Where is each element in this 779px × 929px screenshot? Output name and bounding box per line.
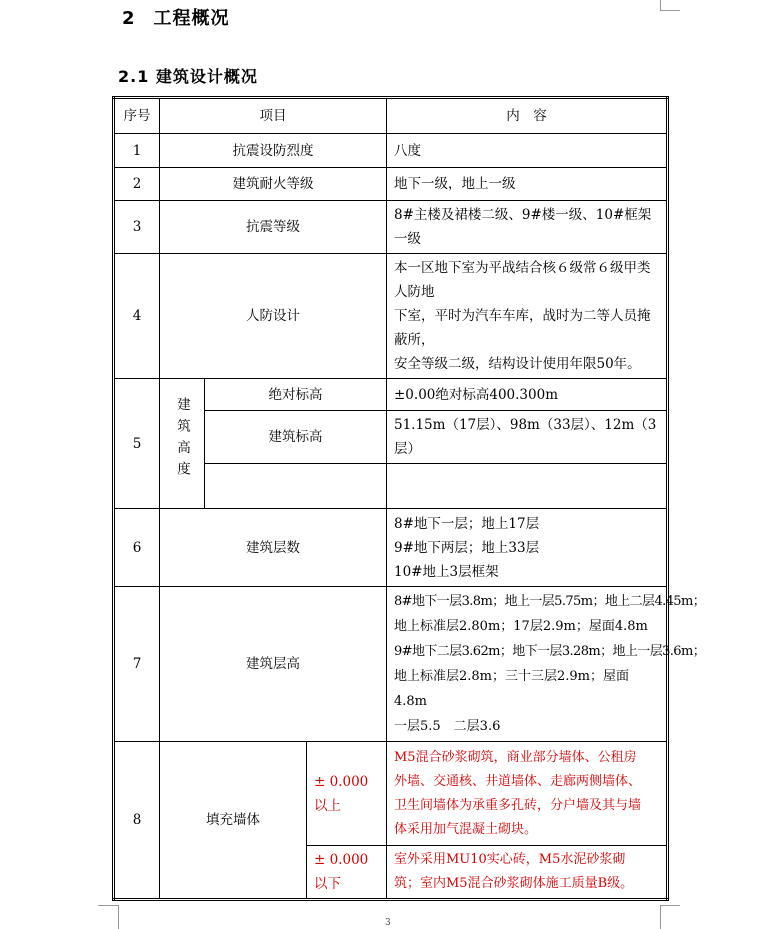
table-row bbox=[114, 509, 668, 587]
corner-mark bbox=[98, 905, 118, 906]
content-line: 卫生间墙体为承重多孔砖，分户墙及其与墙 bbox=[394, 797, 642, 813]
header-item: 项目 bbox=[160, 98, 387, 134]
sub-content: ±0.00绝对标高400.300m bbox=[387, 379, 668, 411]
row-item: 填充墙体 bbox=[160, 742, 307, 900]
vertical-text: 建筑高度 bbox=[174, 396, 190, 483]
content-line: 9#地下二层3.62m；地下一层3.28m；地上一层3.6m； bbox=[394, 644, 706, 659]
row-content bbox=[387, 587, 706, 742]
corner-mark bbox=[660, 905, 680, 906]
page-number: 3 bbox=[385, 918, 391, 928]
row-item: 人防设计 bbox=[160, 254, 387, 379]
row-content bbox=[387, 254, 668, 379]
sub-item: 建筑标高 bbox=[205, 411, 387, 464]
sub-item: 绝对标高 bbox=[205, 379, 387, 411]
corner-mark bbox=[660, 905, 661, 929]
content-line: M5混合砂浆砌筑，商业部分墙体、公租房 bbox=[394, 749, 637, 765]
section-title: 工程概况 bbox=[153, 8, 230, 29]
table-row bbox=[114, 587, 668, 742]
content-line: 地上标准层2.8m；三十三层2.9m；屋面4.8m bbox=[394, 669, 630, 709]
row-no: 3 bbox=[114, 201, 160, 254]
row-no: 2 bbox=[114, 168, 160, 201]
content-line: 一层5.5 二层3.6 bbox=[394, 719, 501, 734]
table-row bbox=[114, 742, 668, 846]
wall-content bbox=[387, 742, 668, 846]
row-no: 7 bbox=[114, 587, 160, 742]
corner-mark bbox=[660, 10, 680, 11]
content-line: 筑；室内M5混合砂浆砌体施工质量B级。 bbox=[394, 876, 634, 891]
row-content: 地下一级，地上一级 bbox=[387, 168, 668, 201]
content-line: 室外采用MU10实心砖，M5水泥砂浆砌 bbox=[394, 852, 626, 867]
row-item: 建筑耐火等级 bbox=[160, 168, 387, 201]
content-line: 本一区地下室为平战结合核６级常６级甲类人防地 bbox=[394, 260, 651, 300]
content-line: 体采用加气混凝土砌块。 bbox=[394, 821, 538, 837]
content-line: 9#地下两层；地上33层 bbox=[394, 539, 540, 556]
row-item: 建筑层高 bbox=[160, 587, 387, 742]
building-design-table bbox=[112, 96, 706, 901]
table-header-row bbox=[114, 98, 668, 134]
wall-condition: ± 0.000以下 bbox=[307, 846, 387, 900]
row-no: 5 bbox=[114, 379, 160, 509]
content-line: 下室，平时为汽车车库，战时为二等人员掩蔽所， bbox=[394, 308, 651, 348]
table-row bbox=[114, 168, 668, 201]
row-no: 4 bbox=[114, 254, 160, 379]
sub-content: 51.15m（17层）、98m（33层）、12m（3层） bbox=[387, 411, 668, 464]
corner-mark bbox=[660, 0, 661, 10]
section-heading bbox=[122, 4, 230, 30]
row-item: 抗震设防烈度 bbox=[160, 134, 387, 168]
header-content: 内 容 bbox=[387, 98, 668, 134]
row-item: 建筑层数 bbox=[160, 509, 387, 587]
section-number: 2 bbox=[122, 8, 136, 29]
content-line: 8#地下一层；地上17层 bbox=[394, 515, 540, 532]
table-row bbox=[114, 254, 668, 379]
wall-condition: ± 0.000以上 bbox=[307, 742, 387, 846]
content-line: 8#地下一层3.8m；地上一层5.75m；地上二层4.45m； bbox=[394, 594, 706, 609]
row-content: 8#主楼及裙楼二级、9#楼一级、10#框架一级 bbox=[387, 201, 668, 254]
row-no: 8 bbox=[114, 742, 160, 900]
row-content: 八度 bbox=[387, 134, 668, 168]
table-row bbox=[114, 134, 668, 168]
content-line: 安全等级二级，结构设计使用年限50年。 bbox=[394, 356, 641, 372]
row-item: 抗震等级 bbox=[160, 201, 387, 254]
content-line: 外墙、交通核、井道墙体、走廊两侧墙体、 bbox=[394, 773, 642, 789]
content-line: 地上标准层2.80m；17层2.9m；屋面4.8m bbox=[394, 619, 648, 634]
sub-item bbox=[205, 464, 387, 509]
corner-mark bbox=[118, 905, 119, 929]
row-no: 1 bbox=[114, 134, 160, 168]
table-row bbox=[114, 379, 668, 411]
row-no: 6 bbox=[114, 509, 160, 587]
content-line: 10#地上3层框架 bbox=[394, 563, 499, 580]
wall-content bbox=[387, 846, 668, 900]
header-no: 序号 bbox=[114, 98, 160, 134]
subsection-heading: 2.1 建筑设计概况 bbox=[118, 67, 258, 86]
sub-content bbox=[387, 464, 668, 509]
group-label bbox=[160, 379, 205, 509]
row-content bbox=[387, 509, 668, 587]
table-row bbox=[114, 201, 668, 254]
